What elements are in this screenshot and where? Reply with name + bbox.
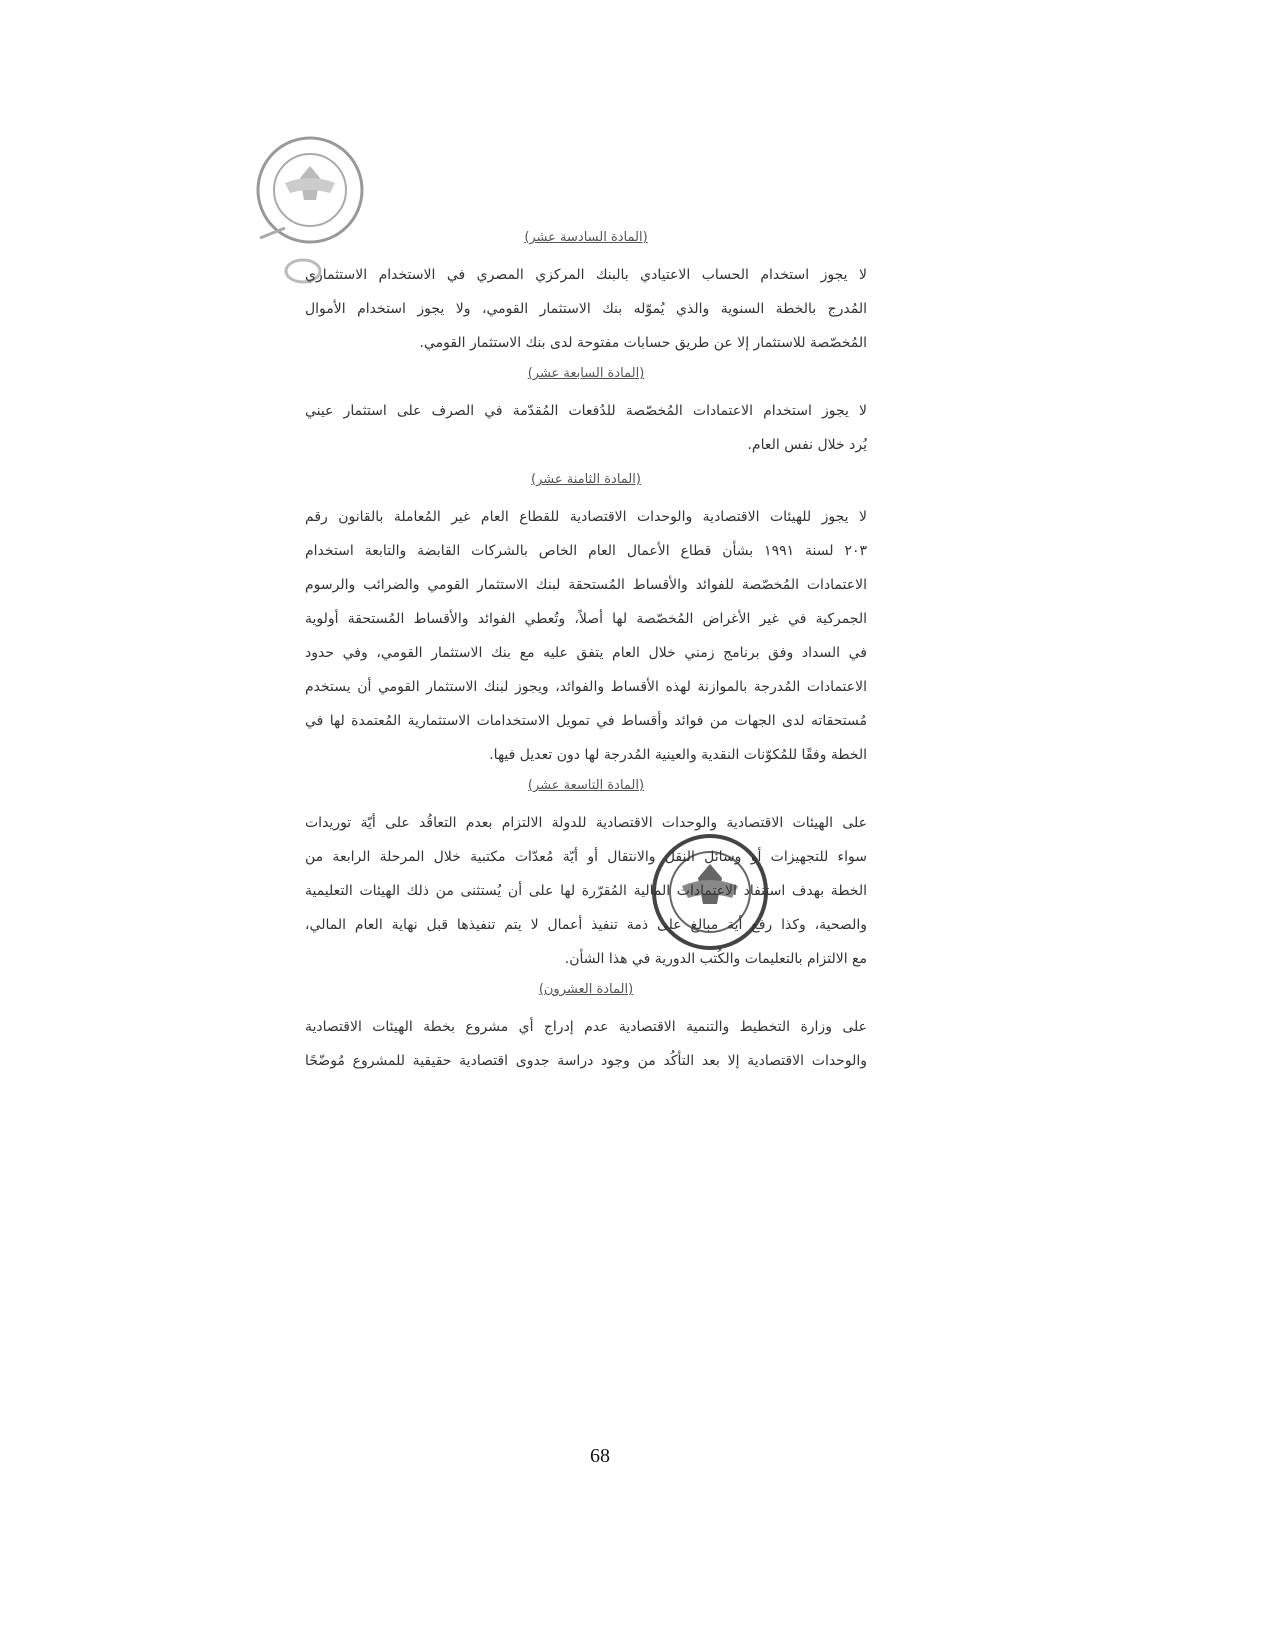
- article-20: [305, 976, 867, 1078]
- article-16: [305, 224, 867, 360]
- article-heading: (المادة السابعة عشر): [527, 366, 645, 381]
- article-19: [305, 772, 867, 976]
- text-line: الخطة وفقًا للمُكوّنات النقدية والعينية المُدرجة لها دون تعديل فيها.: [489, 747, 867, 763]
- text-line: على وزارة التخطيط والتنمية الاقتصادية عدم إدراج أي مشروع بخطة الهيئات الاقتصادية: [305, 1019, 867, 1035]
- text-line: على الهيئات الاقتصادية والوحدات الاقتصادية للدولة الالتزام بعدم التعاقُد على أيّة توريدات: [305, 815, 867, 831]
- text-line: الاعتمادات المُخصّصة للفوائد والأقساط المُستحقة لبنك الاستثمار القومي والضرائب والرسوم: [305, 577, 867, 593]
- text-line: والوحدات الاقتصادية إلا بعد التأكُد من وجود دراسة جدوى اقتصادية حقيقية للمشروع مُوضّحًا: [305, 1053, 867, 1069]
- article-heading: (المادة السادسة عشر): [524, 230, 648, 245]
- page-number: 68: [590, 1445, 610, 1467]
- article-17: [305, 360, 867, 462]
- text-line: سواء للتجهيزات أو وسائل النقل والانتقال أو أيّة مُعدّات مكتبية خلال المرحلة الرابعة من: [305, 849, 867, 865]
- text-line: لا يجوز استخدام الحساب الاعتيادي بالبنك المركزي المصري في الاستخدام الاستثماري: [305, 267, 867, 283]
- text-line: لا يجوز للهيئات الاقتصادية والوحدات الاقتصادية للقطاع العام غير المُعاملة بالقانون رقم: [305, 509, 867, 525]
- article-heading: (المادة التاسعة عشر): [527, 778, 645, 793]
- text-line: المُخصّصة للاستثمار إلا عن طريق حسابات مفتوحة لدى بنك الاستثمار القومي.: [419, 335, 867, 351]
- text-line: لا يجوز استخدام الاعتمادات المُخصّصة للدُفعات المُقدّمة في الصرف على استثمار عيني: [305, 403, 867, 419]
- text-line: يُرد خلال نفس العام.: [747, 437, 867, 453]
- text-line: المُدرج بالخطة السنوية والذي يُموّله بنك الاستثمار القومي، ولا يجوز استخدام الأموال: [305, 301, 867, 317]
- text-line: الخطة بهدف استنفاد الاعتمادات المالية المُقرّرة لها على أن يُستثنى من ذلك الهيئات التعليمية: [305, 883, 867, 899]
- text-line: الجمركية في غير الأغراض المُخصّصة لها أصلاً، وتُعطي الفوائد والأقساط المُستحقة أولوية: [305, 611, 867, 627]
- article-18: [305, 466, 867, 772]
- text-line: الاعتمادات المُدرجة بالموازنة لهذه الأقساط والفوائد، ويجوز لبنك الاستثمار القومي أن يستخدم: [305, 679, 867, 695]
- text-line: مُستحقاته لدى الجهات من فوائد وأقساط في تمويل الاستخدامات الاستثمارية المُعتمدة لها في: [305, 713, 867, 729]
- article-heading: (المادة العشرون): [538, 982, 634, 997]
- text-line: ٢٠٣ لسنة ١٩٩١ بشأن قطاع الأعمال العام الخاص بالشركات القابضة والتابعة استخدام: [305, 543, 867, 559]
- article-heading: (المادة الثامنة عشر): [531, 472, 641, 487]
- document-body: [305, 224, 867, 1078]
- text-line: والصحية، وكذا رفع أية مبالغ على ذمة تنفيذ أعمال لا يتم تنفيذها قبل نهاية العام المالي،: [305, 917, 867, 933]
- text-line: مع الالتزام بالتعليمات والكُتب الدورية في هذا الشأن.: [564, 951, 867, 967]
- text-line: في السداد وفق برنامج زمني خلال العام يتفق عليه مع بنك الاستثمار القومي، وفي حدود: [305, 645, 867, 661]
